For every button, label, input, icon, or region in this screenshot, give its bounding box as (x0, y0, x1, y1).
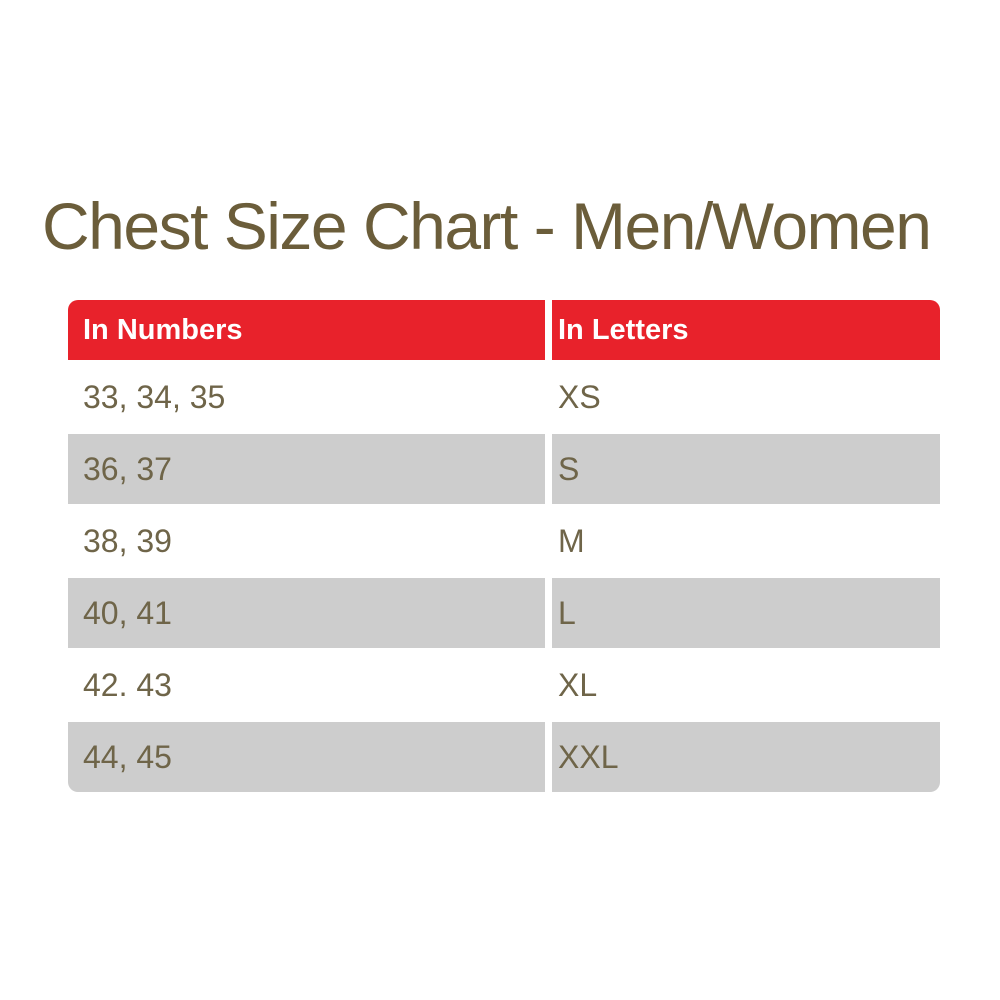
cell-numbers: 40, 41 (68, 578, 545, 648)
cell-numbers: 42. 43 (68, 650, 545, 720)
size-chart-table (68, 300, 940, 792)
cell-numbers: 33, 34, 35 (68, 362, 545, 432)
cell-numbers: 38, 39 (68, 506, 545, 576)
cell-letters: S (552, 434, 940, 504)
table-row (68, 578, 940, 648)
table-row (68, 650, 940, 720)
cell-letters: XS (552, 362, 940, 432)
table-row (68, 722, 940, 792)
column-header-in-numbers: In Numbers (68, 300, 545, 360)
table-row (68, 434, 940, 504)
column-header-in-letters: In Letters (552, 300, 940, 360)
cell-letters: XXL (552, 722, 940, 792)
cell-numbers: 36, 37 (68, 434, 545, 504)
cell-letters: L (552, 578, 940, 648)
table-row (68, 362, 940, 432)
page-title: Chest Size Chart - Men/Women (42, 189, 931, 263)
cell-letters: M (552, 506, 940, 576)
table-row (68, 506, 940, 576)
table-header-row (68, 300, 940, 360)
cell-letters: XL (552, 650, 940, 720)
cell-numbers: 44, 45 (68, 722, 545, 792)
